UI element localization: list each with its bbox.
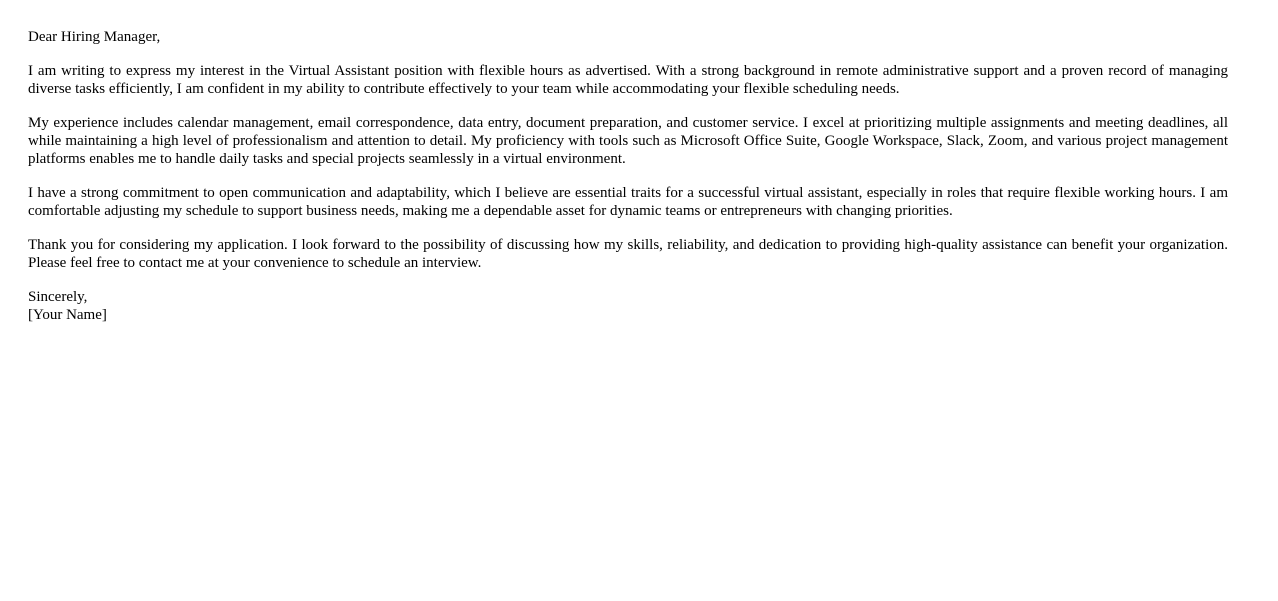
signature: [Your Name] bbox=[28, 307, 107, 323]
salutation: Dear Hiring Manager, bbox=[28, 29, 161, 45]
paragraph-experience: My experience includes calendar management, email correspondence, data entry, document preparation, and customer service. I excel at prioritizing multiple assignments and meeting deadlines, all while maintaining a high level of professionalism and attention to detail. My proficiency with tools such as Microsoft Office Suite, Google Workspace, Slack, Zoom, and various project management platforms enables me to handle daily tasks and special projects seamlessly in a virtual environment. bbox=[28, 115, 1228, 167]
paragraph-commitment: I have a strong commitment to open communication and adaptability, which I believe are essential traits for a successful virtual assistant, especially in roles that require flexible working hours. I am comfortable adjusting my schedule to support business needs, making me a dependable asset for dynamic teams or entrepreneurs with changing priorities. bbox=[28, 185, 1228, 219]
closing-block bbox=[28, 288, 1228, 324]
closing: Sincerely, bbox=[28, 289, 88, 305]
paragraph-thanks: Thank you for considering my application. I look forward to the possibility of discussing how my skills, reliability, and dedication to providing high-quality assistance can benefit your organization. Please feel free to contact me at your convenience to schedule an interview. bbox=[28, 237, 1228, 271]
cover-letter bbox=[28, 28, 1228, 324]
paragraph-intro: I am writing to express my interest in the Virtual Assistant position with flexible hours as advertised. With a strong background in remote administrative support and a proven record of managing diverse tasks efficiently, I am confident in my ability to contribute effectively to your team while accommodating your flexible scheduling needs. bbox=[28, 63, 1228, 97]
